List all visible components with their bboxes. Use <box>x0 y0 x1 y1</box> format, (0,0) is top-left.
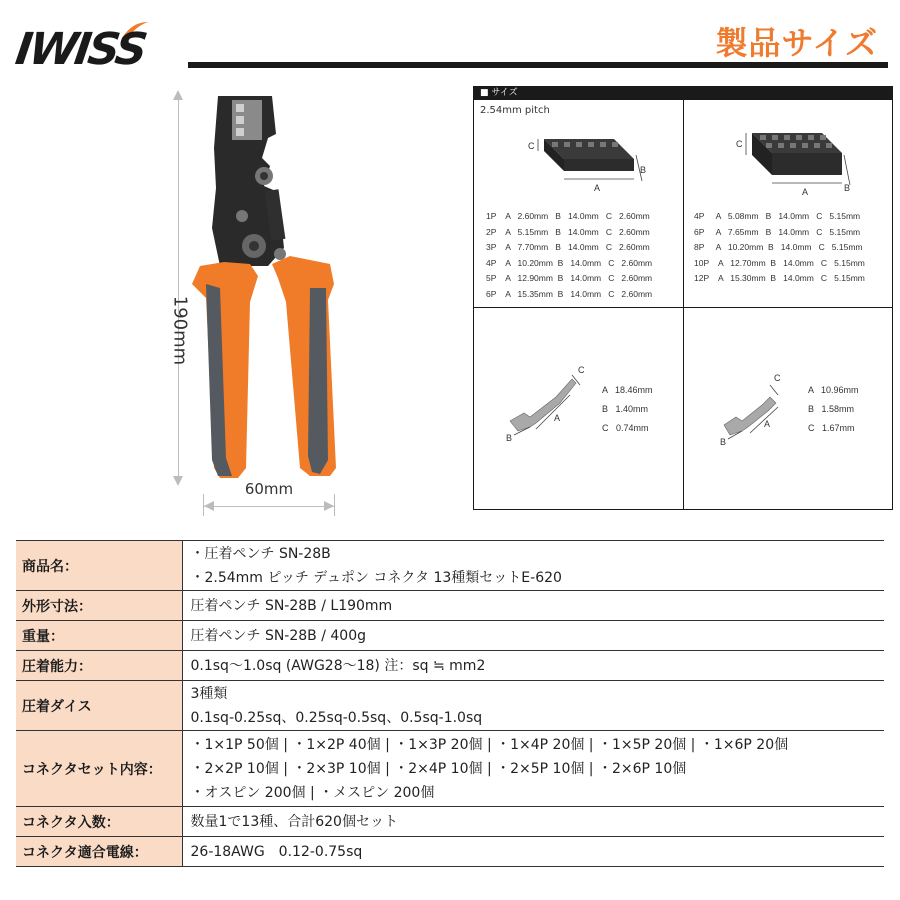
male-pin-size-list: A 18.46mm B 1.40mm C 0.74mm <box>602 385 653 433</box>
row-label: 重量： <box>16 621 182 651</box>
row-value <box>182 591 884 621</box>
brand-logo <box>12 20 186 75</box>
table-row <box>16 541 884 591</box>
size-spec-heading: ■ サイズ <box>474 87 892 100</box>
arrow-right-icon <box>324 501 334 511</box>
arrow-left-icon <box>204 501 214 511</box>
size-spec-panel <box>473 86 893 510</box>
value-line: 3種類 <box>190 685 228 702</box>
dim-c-label: C <box>736 139 743 149</box>
header-divider <box>188 62 888 68</box>
double-row-housing-icon <box>732 125 852 197</box>
height-dimension-label: 190mm <box>169 295 191 366</box>
dim-a-label: A <box>554 413 561 423</box>
table-row <box>16 731 884 807</box>
value-line: 26-18AWG 0.12-0.75sq <box>190 843 363 860</box>
dim-a-label: A <box>802 187 809 197</box>
female-pin-icon <box>714 363 804 449</box>
value-line: 圧着ペンチ SN-28B / L190mm <box>190 597 393 614</box>
row-value <box>182 807 884 837</box>
dim-b-label: B <box>720 437 727 447</box>
value-line: ・2.54mm ピッチ デュポン コネクタ 13種類セットE-620 <box>190 569 562 586</box>
table-row <box>16 621 884 651</box>
dim-c-label: C <box>774 373 781 383</box>
width-dimension-line <box>204 506 334 507</box>
value-line: ・1×1P 50個 | ・1×2P 40個 | ・1×3P 20個 | ・1×4P 20個 | ・1×5P 20個 | ・1×6P 20個 <box>190 736 789 753</box>
single-row-size-list: 1P A 2.60mm B 14.0mm C 2.60mm 2P A 5.15mm B 14.0mm C 2.60mm 3P A 7.70mm B 14.0mm C 2.60mm 4P A 10.20mm B 14.0mm C 2.60mm 5P A 12.90mm B 14.0mm C 2.60mm 6P A 15.35mm B 14.0mm C 2.60mm <box>486 211 653 299</box>
table-row <box>16 651 884 681</box>
page-title: 製品サイズ <box>715 24 878 62</box>
table-row <box>16 681 884 731</box>
value-line: ・オスピン 200個 | ・メスピン 200個 <box>190 784 435 801</box>
row-label: コネクタセット内容： <box>16 731 182 807</box>
value-line: ・2×2P 10個 | ・2×3P 10個 | ・2×4P 10個 | ・2×5P 10個 | ・2×6P 10個 <box>190 760 687 777</box>
double-row-size-list: 4P A 5.08mm B 14.0mm C 5.15mm 6P A 7.65mm B 14.0mm C 5.15mm 8P A 10.20mm B 14.0mm C 5.15mm 10P A 12.70mm B 14.0mm C 5.15mm 12P A 15.30mm B 14.0mm C 5.15mm <box>694 211 865 283</box>
value-line: 0.1sq-0.25sq、0.25sq-0.5sq、0.5sq-1.0sq <box>190 709 483 726</box>
dim-a-label: A <box>594 183 601 193</box>
width-dimension-label: 60mm <box>244 480 294 498</box>
table-row <box>16 591 884 621</box>
row-value <box>182 541 884 591</box>
row-label: 商品名： <box>16 541 182 591</box>
spec-vertical-divider <box>683 100 684 509</box>
logo-text: IWISS <box>12 24 148 75</box>
pitch-label: 2.54mm pitch <box>480 105 550 116</box>
single-row-housing-icon <box>524 125 647 197</box>
value-line: 圧着ペンチ SN-28B / 400g <box>190 627 367 644</box>
value-line: 0.1sq〜1.0sq (AWG28〜18) 注：sq ≒ mm2 <box>190 657 486 674</box>
female-pin-size-list: A 10.96mm B 1.58mm C 1.67mm <box>808 385 859 433</box>
male-pin-icon <box>500 357 590 443</box>
row-value <box>182 731 884 807</box>
row-label: 圧着能力： <box>16 651 182 681</box>
dim-b-label: B <box>844 183 851 193</box>
spec-horizontal-divider <box>474 307 892 308</box>
value-line: ・圧着ペンチ SN-28B <box>190 545 331 562</box>
row-value <box>182 681 884 731</box>
table-row <box>16 837 884 867</box>
row-value <box>182 621 884 651</box>
dim-c-label: C <box>578 365 585 375</box>
dim-a-label: A <box>764 419 771 429</box>
row-value <box>182 651 884 681</box>
row-label: コネクタ適合電線： <box>16 837 182 867</box>
width-dimension-tick-right <box>334 494 335 516</box>
dim-b-label: B <box>640 165 647 175</box>
dim-c-label: C <box>528 141 535 151</box>
crimping-plier-image <box>160 88 360 518</box>
product-info-table <box>16 540 884 867</box>
table-row <box>16 807 884 837</box>
row-label: 圧着ダイス <box>16 681 182 731</box>
row-label: 外形寸法： <box>16 591 182 621</box>
value-line: 数量1で13種、合計620個セット <box>190 813 398 830</box>
dim-b-label: B <box>506 433 513 443</box>
row-value <box>182 837 884 867</box>
row-label: コネクタ入数： <box>16 807 182 837</box>
